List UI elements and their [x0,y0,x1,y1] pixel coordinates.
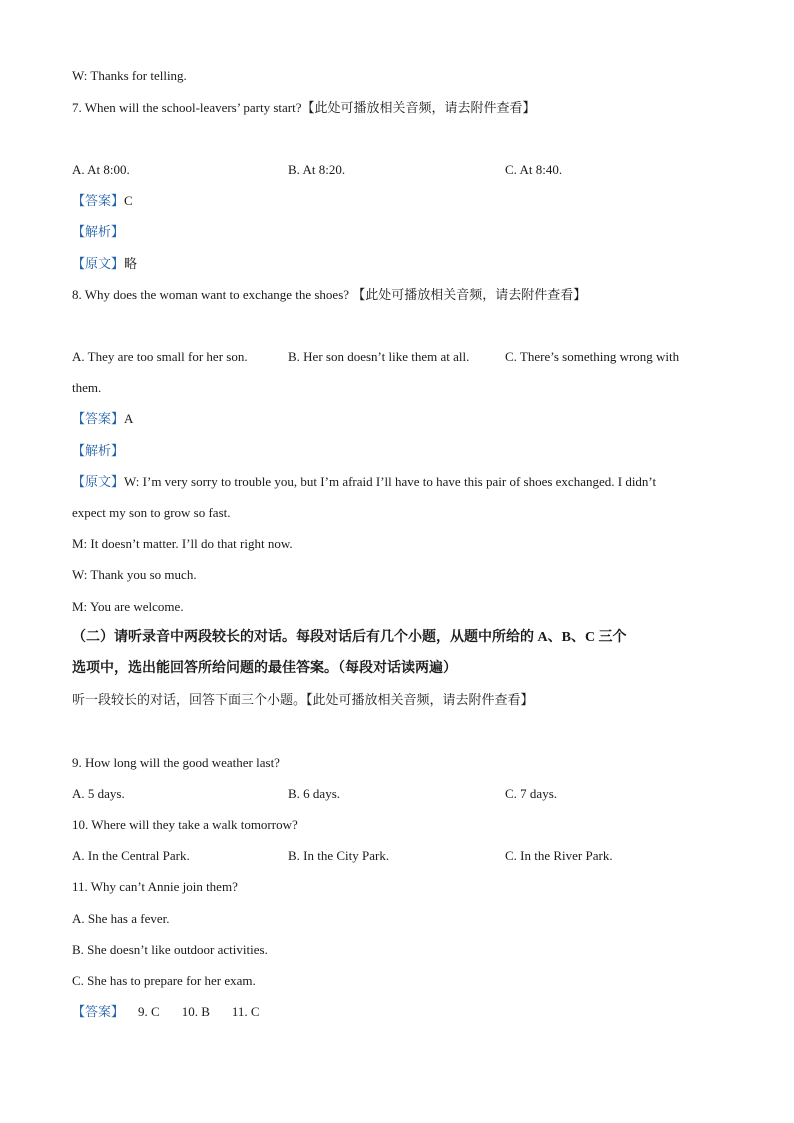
q7-analysis [72,223,124,241]
q8-analysis [72,442,124,460]
question-11: 11. Why can’t Annie join them? [72,879,238,894]
section-heading: （二）请听录音中两段较长的对话。每段对话后有几个小题，从题中所给的 A、B、C 三个 [72,630,627,645]
original-tag: 【原文】 [72,256,125,271]
q7-original [72,255,137,273]
q7-option-b: B. At 8:20. [288,162,346,177]
question-7: 7. When will the school-leavers’ party start?【此处可播放相关音频，请去附件查看】 [72,100,536,115]
q7-answer [72,192,133,210]
q8-original [72,473,656,491]
q8-option-a: A. They are too small for her son. [72,349,248,364]
answer-value: C [124,193,133,208]
dialogue-line: M: It doesn’t matter. I’ll do that right now. [72,536,293,551]
q7-option-c: C. At 8:40. [505,162,563,177]
original-tag: 【原文】 [72,474,125,489]
question-10: 10. Where will they take a walk tomorrow? [72,817,298,832]
q9-option-c: C. 7 days. [505,786,557,801]
answer-item: 9. C [138,1004,160,1019]
q8-option-b: B. Her son doesn’t like them at all. [288,349,470,364]
answer-tag: 【答案】 [72,193,125,208]
original-text: W: I’m very sorry to trouble you, but I’m afraid I’ll have to have this pair of shoes exchanged. I didn’t [124,474,657,489]
q10-option-c: C. In the River Park. [505,848,613,863]
analysis-tag: 【解析】 [72,224,125,239]
answer-tag: 【答案】 [72,1004,125,1019]
q8-option-c: C. There’s something wrong with [505,349,680,364]
q9-option-b: B. 6 days. [288,786,340,801]
q8-original-continued: expect my son to grow so fast. [72,505,231,520]
answer-item: 11. C [231,1004,260,1019]
q11-option-a: A. She has a fever. [72,911,170,926]
answer-item: 10. B [181,1004,210,1019]
q11-option-c: C. She has to prepare for her exam. [72,973,256,988]
q11-option-b: B. She doesn’t like outdoor activities. [72,942,268,957]
q8-option-c-continued: them. [72,380,102,395]
dialogue-line: M: You are welcome. [72,599,184,614]
answer-tag: 【答案】 [72,411,125,426]
q8-answer [72,410,133,428]
section-heading-continued: 选项中，选出能回答所给问题的最佳答案。（每段对话读两遍） [72,661,457,676]
q7-option-a: A. At 8:00. [72,162,130,177]
question-9: 9. How long will the good weather last? [72,755,280,770]
original-text: 略 [124,256,138,271]
dialogue-line: W: Thanks for telling. [72,68,187,83]
answer-value: A [124,411,134,426]
dialogue-line: W: Thank you so much. [72,567,197,582]
final-answer [72,1003,260,1021]
section-intro: 听一段较长的对话，回答下面三个小题。【此处可播放相关音频，请去附件查看】 [72,692,534,707]
q10-option-a: A. In the Central Park. [72,848,190,863]
question-8: 8. Why does the woman want to exchange the shoes? 【此处可播放相关音频，请去附件查看】 [72,287,587,302]
q10-option-b: B. In the City Park. [288,848,390,863]
q9-option-a: A. 5 days. [72,786,125,801]
analysis-tag: 【解析】 [72,443,125,458]
